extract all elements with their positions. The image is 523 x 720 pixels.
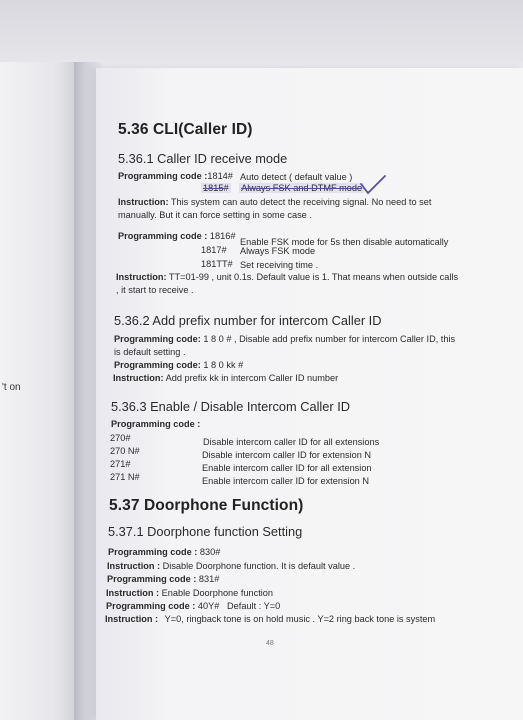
label: Instruction: xyxy=(113,373,164,383)
instruction-line xyxy=(106,587,273,600)
label: Programming code: xyxy=(114,360,201,370)
section-5-37-1-title: 5.37.1 Doorphone function Setting xyxy=(108,524,303,539)
code-desc: Always FSK mode xyxy=(240,246,316,256)
code-desc: Always FSK and DTMF mode xyxy=(241,183,363,193)
label: Programming code : xyxy=(118,171,208,181)
code-desc: Enable intercom caller ID for all extension xyxy=(202,463,372,473)
label: Programming code: xyxy=(114,334,201,344)
code: 271 N# xyxy=(110,472,140,482)
label: Instruction : xyxy=(107,561,161,571)
page-number: 48 xyxy=(266,640,274,647)
programming-code-label: Programming code : xyxy=(111,419,201,429)
instruction-line xyxy=(107,560,355,573)
label: Programming code : xyxy=(108,547,198,557)
code: 1814# xyxy=(207,171,233,181)
section-5-37-title: 5.37 Doorphone Function) xyxy=(109,497,304,514)
label: Programming code : xyxy=(118,231,208,241)
instruction-paragraph xyxy=(118,196,463,221)
code-desc: Enable intercom caller ID for extension N xyxy=(202,476,369,486)
code: 181TT# xyxy=(201,259,233,269)
text: 1 8 0 kk # xyxy=(203,360,244,370)
section-5-36-title: 5.36 CLI(Caller ID) xyxy=(118,121,253,138)
code-desc: Disable intercom caller ID for all extensions xyxy=(203,437,380,447)
scan-background xyxy=(0,0,523,62)
text: 830# xyxy=(199,547,221,557)
programming-code-line xyxy=(107,573,219,586)
code: 270# xyxy=(110,433,131,443)
instruction-paragraph xyxy=(116,271,462,296)
code: 271# xyxy=(110,459,131,469)
code: 270 N# xyxy=(110,446,140,456)
code-desc: Enable FSK mode for 5s then disable automatically xyxy=(240,237,449,247)
text: 831# xyxy=(198,574,220,584)
text: Add prefix kk in intercom Caller ID number xyxy=(165,373,339,383)
label: Instruction : xyxy=(106,588,160,598)
text: 1 8 0 # , Disable add prefix number for intercom Caller ID, this is default setting . xyxy=(114,334,456,357)
label: Programming code : xyxy=(107,574,197,584)
code: 1815# xyxy=(203,183,229,193)
label: Instruction : xyxy=(105,614,159,624)
label: Instruction: xyxy=(116,272,167,282)
code-desc: Disable intercom caller ID for extension N xyxy=(202,450,372,460)
programming-code-line xyxy=(114,359,243,372)
text: TT=01-99 , unit 0.1s. Default value is 1. That means when outside calls , it start to receive . xyxy=(116,272,459,295)
section-5-36-3-title: 5.36.3 Enable / Disable Intercom Caller ID xyxy=(111,399,350,414)
text: 40Y# Default : Y=0 xyxy=(197,601,281,611)
left-page-text-fragment: 't on xyxy=(2,382,21,393)
text: This system can auto detect the receiving signal. No need to set manually. But it can force setting in some case . xyxy=(118,197,432,220)
label: Instruction: xyxy=(118,197,169,207)
section-5-36-2-title: 5.36.2 Add prefix number for intercom Caller ID xyxy=(114,313,382,328)
programming-code-line xyxy=(106,600,280,613)
instruction-line xyxy=(113,372,338,385)
programming-code-line xyxy=(118,170,233,183)
programming-code-line xyxy=(108,546,220,559)
code: 1817# xyxy=(201,245,227,255)
code-desc: Set receiving time . xyxy=(240,260,319,270)
section-5-36-1-title: 5.36.1 Caller ID receive mode xyxy=(118,151,288,166)
code-desc: Auto detect ( default value ) xyxy=(240,172,353,182)
handwritten-checkmark-icon xyxy=(359,174,387,196)
code: 1816# xyxy=(209,231,236,241)
text: Enable Doorphone function xyxy=(161,588,274,598)
programming-code-line xyxy=(118,230,235,243)
text: Disable Doorphone function. It is default value . xyxy=(162,561,356,571)
programming-code-paragraph xyxy=(114,333,460,358)
code-1815-line xyxy=(201,182,364,195)
text: Y=0, ringback tone is on hold music . Y=2 ring back tone is system xyxy=(164,614,436,624)
instruction-line xyxy=(105,613,435,626)
label: Programming code : xyxy=(106,601,196,611)
